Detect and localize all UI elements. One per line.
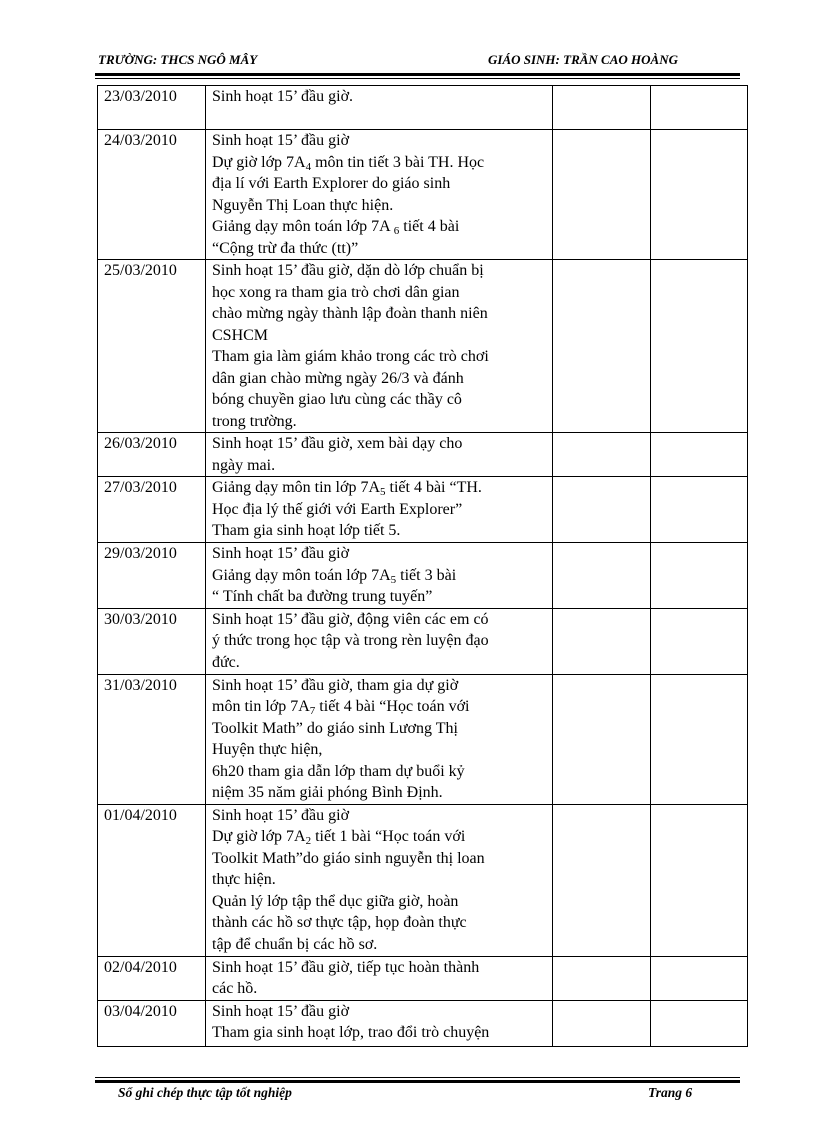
- header-rule-thick: [95, 73, 740, 76]
- activity-cell: [206, 543, 553, 609]
- activity-line: Sinh hoạt 15’ đầu giờ: [212, 1002, 350, 1020]
- blank-cell-1: [553, 260, 651, 433]
- class-subscript: 5: [390, 573, 397, 586]
- activity-line: Huyện thực hiện,: [212, 741, 323, 758]
- activity-log-table: [97, 85, 748, 1047]
- activity-line: Sinh hoạt 15’ đầu giờ, tiếp tục hoàn thành: [212, 958, 480, 976]
- footer-rule-thin: [95, 1077, 740, 1078]
- activity-log-body: [98, 86, 748, 1047]
- blank-cell-2: [651, 433, 748, 477]
- blank-cell-1: [553, 86, 651, 130]
- activity-line: Sinh hoạt 15’ đầu giờ.: [212, 88, 354, 105]
- activity-line: Nguyễn Thị Loan thực hiện.: [212, 196, 394, 214]
- date-cell: 02/04/2010: [98, 956, 206, 1000]
- activity-line: Giảng dạy môn tin lớp $7A_5$ tiết 4 bài “TH.: [212, 479, 482, 498]
- activity-line: Học địa lý thế giới với Earth Explorer”: [212, 500, 463, 518]
- table-row: [98, 86, 748, 130]
- activity-line: thành các hồ sơ thực tập, họp đoàn thực: [212, 914, 467, 931]
- activity-line: Tham gia sinh hoạt lớp, trao đổi trò chuyện: [212, 1024, 490, 1041]
- table-row: [98, 543, 748, 609]
- activity-cell: [206, 804, 553, 956]
- activity-line: bóng chuyền giao lưu cùng các thầy cô: [212, 391, 462, 408]
- blank-cell-2: [651, 260, 748, 433]
- school-name: TRƯỜNG: THCS NGÔ MÂY: [98, 52, 258, 67]
- activity-cell: [206, 433, 553, 477]
- header-rule-thin: [95, 78, 740, 79]
- blank-cell-2: [651, 674, 748, 804]
- table-row: [98, 433, 748, 477]
- activity-line: Dự giờ lớp $7A_2$ tiết 1 bài “Học toán với: [212, 828, 466, 847]
- date-cell: 23/03/2010: [98, 86, 206, 130]
- activity-line: Sinh hoạt 15’ đầu giờ, động viên các em có: [212, 610, 489, 628]
- blank-cell-1: [553, 804, 651, 956]
- table-row: [98, 477, 748, 543]
- activity-line: tập để chuẩn bị các hồ sơ.: [212, 935, 378, 953]
- activity-line: Sinh hoạt 15’ đầu giờ, xem bài dạy cho: [212, 435, 463, 452]
- page-number: Trang 6: [648, 1085, 693, 1100]
- activity-line: niệm 35 năm giải phóng Bình Định.: [212, 784, 443, 801]
- activity-cell: [206, 608, 553, 674]
- activity-line: Sinh hoạt 15’ đầu giờ: [212, 132, 350, 149]
- activity-line: Giảng dạy môn toán lớp 7A $_6$ tiết 4 bài: [212, 218, 460, 237]
- activity-line: địa lí với Earth Explorer do giáo sinh: [212, 175, 451, 192]
- blank-cell-2: [651, 1000, 748, 1046]
- activity-line: Sinh hoạt 15’ đầu giờ: [212, 545, 350, 562]
- table-row: [98, 260, 748, 433]
- date-cell: 03/04/2010: [98, 1000, 206, 1046]
- activity-line: chào mừng ngày thành lập đoàn thanh niên: [212, 305, 488, 322]
- activity-line: học xong ra tham gia trò chơi dân gian: [212, 283, 460, 301]
- activity-cell: [206, 956, 553, 1000]
- activity-line: đức.: [212, 653, 240, 671]
- activity-line: Sinh hoạt 15’ đầu giờ, tham gia dự giờ: [212, 676, 459, 694]
- activity-line: thực hiện.: [212, 871, 276, 888]
- blank-cell-2: [651, 477, 748, 543]
- class-subscript: 4: [305, 160, 312, 173]
- blank-cell-2: [651, 86, 748, 130]
- activity-line: “Cộng trừ đa thức (tt)”: [212, 239, 359, 257]
- activity-line: Giảng dạy môn toán lớp $7A_5$ tiết 3 bài: [212, 566, 457, 586]
- date-cell: 30/03/2010: [98, 608, 206, 674]
- blank-cell-1: [553, 543, 651, 609]
- table-row: [98, 1000, 748, 1046]
- activity-line: Tham gia làm giám khảo trong các trò chơi: [212, 348, 489, 365]
- activity-cell: [206, 86, 553, 130]
- blank-cell-2: [651, 543, 748, 609]
- activity-line: Toolkit Math” do giáo sinh Lương Thị: [212, 719, 458, 737]
- activity-line: CSHCM: [212, 326, 269, 344]
- activity-line: 6h20 tham gia dẫn lớp tham dự buổi kỷ: [212, 762, 465, 780]
- date-cell: 29/03/2010: [98, 543, 206, 609]
- blank-cell-2: [651, 956, 748, 1000]
- table-row: [98, 130, 748, 260]
- activity-cell: [206, 477, 553, 543]
- activity-line: môn tin lớp $7A_7$ tiết 4 bài “Học toán với: [212, 698, 470, 717]
- activity-line: Dự giờ lớp $7A_4$ môn tin tiết 3 bài TH. Học: [212, 153, 485, 173]
- table-row: [98, 956, 748, 1000]
- activity-cell: [206, 674, 553, 804]
- class-subscript: 7: [309, 705, 316, 717]
- activity-cell: [206, 1000, 553, 1046]
- page-header: [98, 52, 738, 72]
- class-subscript: 2: [305, 835, 312, 847]
- activity-line: trong trường.: [212, 412, 297, 430]
- blank-cell-2: [651, 804, 748, 956]
- activity-line: “ Tính chất ba đường trung tuyến”: [212, 588, 433, 605]
- class-subscript: 6: [393, 225, 400, 237]
- activity-line: các hồ.: [212, 980, 258, 997]
- activity-line: Tham gia sinh hoạt lớp tiết 5.: [212, 522, 401, 539]
- date-cell: 01/04/2010: [98, 804, 206, 956]
- blank-cell-1: [553, 477, 651, 543]
- document-title: Sổ ghi chép thực tập tốt nghiệp: [118, 1085, 292, 1100]
- blank-cell-2: [651, 608, 748, 674]
- page-footer: [118, 1085, 718, 1105]
- activity-line: Toolkit Math”do giáo sinh nguyễn thị loan: [212, 849, 485, 867]
- blank-cell-1: [553, 433, 651, 477]
- activity-line: dân gian chào mừng ngày 26/3 và đánh: [212, 369, 464, 387]
- activity-line: Quản lý lớp tập thể dục giữa giờ, hoàn: [212, 892, 459, 910]
- class-subscript: 5: [380, 486, 386, 498]
- date-cell: 24/03/2010: [98, 130, 206, 260]
- activity-line: ngày mai.: [212, 456, 276, 474]
- table-row: [98, 674, 748, 804]
- table-row: [98, 804, 748, 956]
- activity-line: Sinh hoạt 15’ đầu giờ, dặn dò lớp chuẩn bị: [212, 262, 484, 279]
- blank-cell-1: [553, 130, 651, 260]
- activity-line: Sinh hoạt 15’ đầu giờ: [212, 806, 350, 824]
- blank-cell-2: [651, 130, 748, 260]
- date-cell: 26/03/2010: [98, 433, 206, 477]
- activity-line: ý thức trong học tập và trong rèn luyện đạo: [212, 632, 489, 649]
- student-teacher-name: GIÁO SINH: TRẦN CAO HOÀNG: [488, 52, 678, 67]
- blank-cell-1: [553, 674, 651, 804]
- blank-cell-1: [553, 1000, 651, 1046]
- activity-cell: [206, 130, 553, 260]
- date-cell: 31/03/2010: [98, 674, 206, 804]
- blank-cell-1: [553, 608, 651, 674]
- blank-cell-1: [553, 956, 651, 1000]
- date-cell: 25/03/2010: [98, 260, 206, 433]
- table-row: [98, 608, 748, 674]
- activity-cell: [206, 260, 553, 433]
- footer-rule-thick: [95, 1080, 740, 1083]
- date-cell: 27/03/2010: [98, 477, 206, 543]
